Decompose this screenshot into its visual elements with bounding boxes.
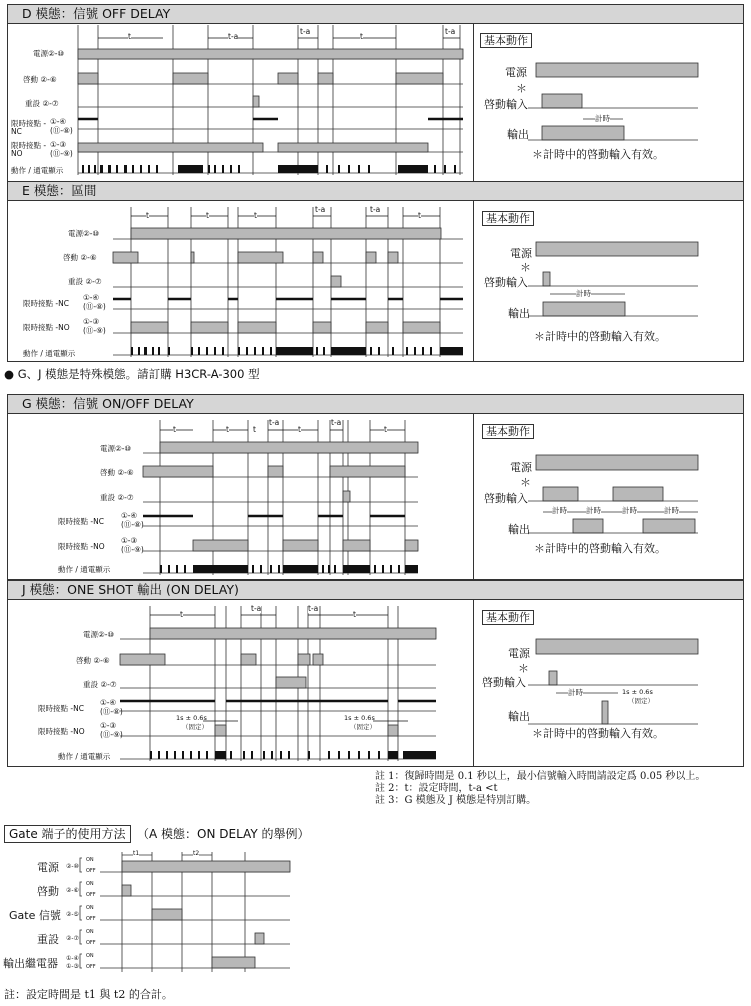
label-nc-term2: (⑪-⑧) (121, 520, 144, 529)
basic-output: 輸出 (508, 523, 530, 536)
fixed-pulse-label: 1s ± 0.6s (344, 714, 375, 722)
basic-star: ＊ (516, 82, 527, 95)
panel-g-title: G 模態：信號 ON/OFF DELAY (8, 395, 743, 414)
gate-row-term: ②-⑩ (66, 863, 79, 870)
basic-action-title: 基本動作 (480, 33, 532, 48)
interval-label: t-a (300, 27, 311, 36)
basic-start: 啓動輸入 (482, 676, 526, 689)
interval-label: t (173, 425, 176, 434)
basic-power: 電源 (510, 247, 532, 260)
label-nc-term2: (⑪-⑧) (100, 707, 123, 716)
off-label: OFF (86, 916, 96, 922)
interval-label: t (128, 32, 131, 41)
gate-t2-label: t2 (193, 850, 200, 857)
basic-output: 輸出 (508, 710, 530, 723)
gate-row-term: ②-⑤ (66, 911, 79, 918)
label-nc-term2: (⑪-⑧) (83, 302, 106, 311)
label-power: 電源②-⑩ (68, 229, 100, 238)
interval-label: t-a (308, 604, 319, 613)
label-no-term2: (⑪-⑨) (100, 730, 123, 739)
interval-label: t (360, 32, 363, 41)
label-nc: 限時接點 -NC (38, 704, 84, 713)
interval-label: t (353, 610, 356, 619)
label-nc-term1: ①-④ (83, 293, 100, 302)
interval-label: t-a (445, 27, 456, 36)
basic-timer: 計時 (552, 506, 567, 515)
label-nc-term1: ①-④ (50, 117, 67, 126)
label-reset: 重設 ②-⑦ (68, 277, 102, 286)
label-indicator: 動作 / 通電顯示 (11, 166, 64, 175)
gate-note: 註：設定時間是 t1 與 t2 的合計。 (4, 988, 173, 1001)
label-power: 電源②-⑩ (83, 630, 115, 639)
off-label: OFF (86, 940, 96, 946)
label-no-term2: (⑪-⑨) (83, 326, 106, 335)
off-label: OFF (86, 964, 96, 970)
basic-action-title: 基本動作 (482, 424, 534, 439)
label-no-term1: ①-③ (100, 721, 117, 730)
footnote-2: 註 2：t：設定時間，t-a <t (375, 783, 498, 794)
label-start: 啓動 ②-⑥ (23, 75, 57, 84)
basic-timer: 計時 (622, 506, 637, 515)
basic-timer: 計時 (568, 688, 583, 697)
basic-action-title: 基本動作 (482, 211, 534, 226)
basic-start: 啓動輸入 (484, 98, 528, 111)
interval-label: t (253, 425, 256, 434)
panel-j-title: J 模態：ONE SHOT 輸出 (ON DELAY) (8, 581, 743, 600)
interval-label: t (418, 211, 421, 220)
interval-label: t (226, 425, 229, 434)
basic-power: 電源 (508, 647, 530, 660)
interval-label: t-a (228, 32, 239, 41)
gate-row-label: 輸出繼電器 (3, 957, 58, 970)
label-no-term2: (⑪-⑨) (50, 149, 73, 158)
interval-label: t-a (331, 418, 342, 427)
label-start: 啓動 ②-⑥ (100, 468, 134, 477)
label-nc: 限時接點 -NC (11, 119, 47, 137)
basic-star: ＊ (518, 662, 529, 675)
label-no-term2: (⑪-⑨) (121, 545, 144, 554)
label-start: 啓動 ②-⑥ (63, 253, 97, 262)
label-no-term1: ①-③ (83, 317, 100, 326)
label-power: 電源②-⑩ (100, 444, 132, 453)
label-indicator: 動作 / 通電顯示 (58, 752, 111, 761)
interval-label: t (206, 211, 209, 220)
interval-label: t-a (251, 604, 262, 613)
basic-star: ＊ (520, 261, 531, 274)
label-reset: 重設 ②-⑦ (83, 680, 117, 689)
gate-title-rest: （A 模態：ON DELAY 的舉例） (137, 827, 310, 841)
fixed-pulse-sub: （固定） (182, 723, 208, 731)
fixed-pulse-sub: （固定） (350, 723, 376, 731)
gate-t1-label: t1 (133, 850, 140, 857)
label-no: 限時接點 -NO (11, 141, 47, 159)
basic-timer: 計時 (664, 506, 679, 515)
fixed-pulse-label: 1s ± 0.6s (176, 714, 207, 722)
panel-d-title: D 模態：信號 OFF DELAY (8, 5, 743, 24)
interval-label: t (254, 211, 257, 220)
special-notice: ● G、J 模態是特殊模態。請訂購 H3CR-A-300 型 (4, 367, 260, 381)
basic-output: 輸出 (507, 128, 529, 141)
basic-start: 啓動輸入 (484, 492, 528, 505)
basic-star: ＊ (520, 476, 531, 489)
label-no: 限時接點 -NO (38, 727, 85, 736)
basic-power: 電源 (505, 66, 527, 79)
basic-timer: 計時 (595, 114, 610, 123)
basic-output: 輸出 (508, 307, 530, 320)
basic-power: 電源 (510, 461, 532, 474)
label-nc-term1: ①-④ (121, 511, 138, 520)
basic-timer: 計時 (586, 506, 601, 515)
footnote-3: 註 3：G 模態及 J 模態是特別訂購。 (375, 795, 537, 806)
interval-label: t (180, 610, 183, 619)
label-no: 限時接點 -NO (23, 323, 70, 332)
label-nc: 限時接點 -NC (58, 517, 104, 526)
label-nc-term1: ①-④ (100, 698, 117, 707)
label-no-term1: ①-③ (121, 536, 138, 545)
label-reset: 重設 ②-⑦ (25, 99, 59, 108)
off-label: OFF (86, 868, 96, 874)
label-indicator: 動作 / 通電顯示 (58, 565, 111, 574)
fixed-pulse-sub: （固定） (628, 697, 654, 705)
on-label: ON (86, 857, 94, 863)
basic-action-title: 基本動作 (482, 610, 534, 625)
label-reset: 重設 ②-⑦ (100, 493, 134, 502)
gate-title-box: Gate 端子的使用方法 (4, 825, 131, 843)
gate-row-term: ②-⑦ (66, 935, 79, 942)
interval-label: t (298, 425, 301, 434)
basic-note: ＊計時中的啓動輸入有效。 (534, 542, 666, 555)
panel-e-title: E 模態：區間 (8, 182, 743, 201)
basic-note: ＊計時中的啓動輸入有效。 (532, 148, 664, 161)
on-label: ON (86, 881, 94, 887)
basic-note: ＊計時中的啓動輸入有效。 (532, 727, 664, 740)
interval-label: t-a (370, 205, 381, 214)
on-label: ON (86, 929, 94, 935)
interval-label: t-a (315, 205, 326, 214)
basic-start: 啓動輸入 (484, 276, 528, 289)
label-power: 電源②-⑩ (33, 49, 65, 58)
interval-label: t (146, 211, 149, 220)
gate-row-term: ②-⑥ (66, 887, 79, 894)
fixed-pulse-label: 1s ± 0.6s (622, 688, 653, 696)
on-label: ON (86, 953, 94, 959)
basic-note: ＊計時中的啓動輸入有效。 (534, 330, 666, 343)
interval-label: t (384, 425, 387, 434)
gate-row-label: 電源 (37, 861, 59, 874)
gate-row-term: ①-④ (66, 955, 79, 962)
on-label: ON (86, 905, 94, 911)
label-no-term1: ①-③ (50, 140, 67, 149)
off-label: OFF (86, 892, 96, 898)
gate-row-label: 啓動 (37, 885, 59, 898)
label-nc: 限時接點 -NC (23, 299, 69, 308)
basic-timer: 計時 (576, 289, 591, 298)
label-start: 啓動 ②-⑥ (76, 656, 110, 665)
gate-row-label: Gate 信號 (9, 909, 61, 922)
gate-row-term: ①-③ (66, 963, 79, 970)
gate-row-label: 重設 (37, 933, 59, 946)
footnote-1: 註 1：復歸時間是 0.1 秒以上，最小信號輸入時間請設定爲 0.05 秒以上。 (375, 771, 706, 782)
label-nc-term2: (⑪-⑧) (50, 126, 73, 135)
label-no: 限時接點 -NO (58, 542, 105, 551)
interval-label: t-a (269, 418, 280, 427)
label-indicator: 動作 / 通電顯示 (23, 349, 76, 358)
